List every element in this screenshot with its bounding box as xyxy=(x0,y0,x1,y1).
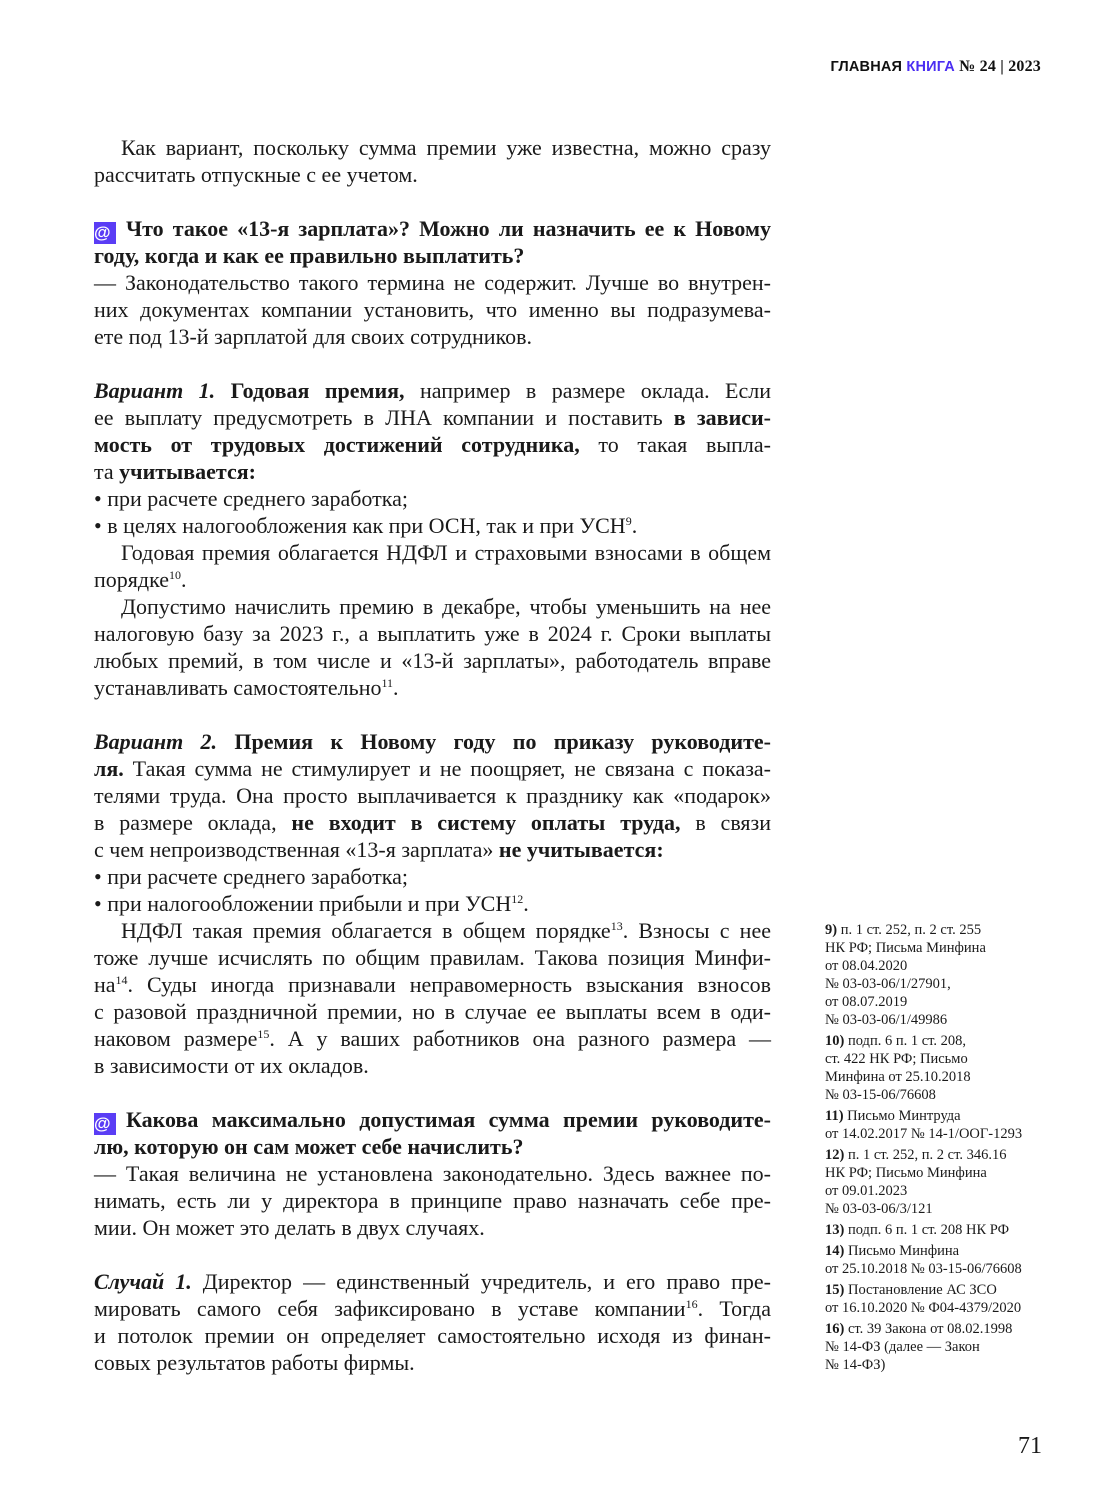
text-run: — Законодательство такого термина не содержит. Лучше во внутрен- xyxy=(94,270,771,295)
text-line xyxy=(94,728,771,755)
footnote-text: Постановление АС ЗСО xyxy=(847,1282,997,1298)
magazine-name: ГЛАВНАЯ xyxy=(830,59,903,75)
footnote-text: № 14-ФЗ (далее — Закон xyxy=(825,1339,980,1355)
text-run: совых результатов работы фирмы. xyxy=(94,1350,415,1375)
footnote-line xyxy=(825,1299,1055,1317)
text-run: рассчитать отпускные с ее учетом. xyxy=(94,162,418,187)
text-run: нимать, есть ли у директора в принципе право назначать себе пре- xyxy=(94,1188,771,1213)
text-line xyxy=(94,971,771,998)
text-run: — Такая величина не установлена законодательно. Здесь важнее по- xyxy=(94,1161,771,1186)
text-line xyxy=(94,917,771,944)
footnote-text: Минфина от 25.10.2018 xyxy=(825,1069,971,1085)
footnote-line xyxy=(825,1050,1055,1068)
footnote xyxy=(825,921,1055,1029)
footnote-text: п. 1 ст. 252, п. 2 ст. 255 xyxy=(840,922,982,938)
text-run: наковом размере xyxy=(94,1026,258,1051)
text-line xyxy=(94,242,771,269)
footnote-line xyxy=(825,1011,1055,1029)
footnote-text: подп. 6 п. 1 ст. 208, xyxy=(847,1033,967,1049)
text-line xyxy=(94,1133,771,1160)
text-run: не входит в систему оплаты труда, xyxy=(291,810,681,835)
text-line xyxy=(94,269,771,296)
text-line xyxy=(94,431,771,458)
text-line xyxy=(94,134,771,161)
footnote-ref: 9 xyxy=(625,514,632,528)
footnote-line xyxy=(825,1200,1055,1218)
text-run: . xyxy=(631,513,638,538)
text-line xyxy=(94,1160,771,1187)
text-line xyxy=(94,1052,771,1079)
text-run: • при расчете среднего заработка; xyxy=(94,864,408,889)
footnote-number: 11) xyxy=(825,1108,844,1124)
article-body xyxy=(94,134,771,1403)
text-run: . Тогда xyxy=(697,1296,772,1321)
footnote-line xyxy=(825,1221,1055,1239)
text-run: Годовая премия облагается НДФЛ и страховыми взносами в общем xyxy=(121,540,771,565)
text-run: не учитывается: xyxy=(498,837,664,862)
qa-block xyxy=(94,1106,771,1241)
footnote-number: 15) xyxy=(825,1282,845,1298)
footnote-line xyxy=(825,1320,1055,1338)
footnote-number: 13) xyxy=(825,1222,845,1238)
text-run: то такая выпла- xyxy=(579,432,771,457)
text-line xyxy=(94,890,771,917)
footnote-text: ст. 39 Закона от 08.02.1998 xyxy=(847,1321,1013,1337)
text-run: в зависимости от их окладов. xyxy=(94,1053,369,1078)
text-line xyxy=(94,809,771,836)
text-run: учитывается: xyxy=(119,459,256,484)
footnote-text: от 09.01.2023 xyxy=(825,1183,908,1199)
text-line xyxy=(94,836,771,863)
text-run: например в размере оклада. Если xyxy=(404,378,771,403)
text-run: ля. xyxy=(94,756,124,781)
footnote xyxy=(825,1107,1055,1143)
qa-block xyxy=(94,215,771,350)
footnote-line xyxy=(825,1182,1055,1200)
footnote xyxy=(825,1032,1055,1104)
text-line xyxy=(94,1295,771,1322)
footnote-ref: 16 xyxy=(685,1297,698,1311)
text-run: Что такое «13-я зарплата»? Можно ли назначить ее к Новому xyxy=(126,216,771,241)
footnote-line xyxy=(825,1146,1055,1164)
text-line xyxy=(94,566,771,593)
text-run: . Взносы с нее xyxy=(622,918,771,943)
text-line xyxy=(94,539,771,566)
footnote-line xyxy=(825,1242,1055,1260)
running-header xyxy=(830,58,1041,76)
footnote-line xyxy=(825,1338,1055,1356)
text-line xyxy=(94,1187,771,1214)
text-run: тоже лучше исчислять по общим правилам. Такова позиция Минфи- xyxy=(94,945,771,970)
footnote-text: ст. 422 НК РФ; Письмо xyxy=(825,1051,968,1067)
footnote-text: Письмо Минфина xyxy=(847,1243,960,1259)
text-run: в размере оклада, xyxy=(94,810,292,835)
footnote-text: № 03-15-06/76608 xyxy=(825,1087,936,1103)
text-line xyxy=(94,1349,771,1376)
text-run: та xyxy=(94,459,120,484)
text-run: • в целях налогообложения как при ОСН, так и при УСН xyxy=(94,513,626,538)
footnote-ref: 10 xyxy=(169,568,181,582)
footnote-text: НК РФ; Письма Минфина xyxy=(825,940,986,956)
text-line xyxy=(94,1268,771,1295)
text-run: • при налогообложении прибыли и при УСН xyxy=(94,891,512,916)
text-line xyxy=(94,1214,771,1241)
text-run: году, когда и как ее правильно выплатить? xyxy=(94,243,525,268)
text-run: с чем непроизводственная «13-я зарплата» xyxy=(94,837,499,862)
text-line xyxy=(94,863,771,890)
footnote-text: от 08.04.2020 xyxy=(825,958,908,974)
text-line xyxy=(94,404,771,431)
text-run: . Суды иногда признавали неправомерность взыскания взносов xyxy=(127,972,771,997)
text-line xyxy=(94,593,771,620)
text-run: . xyxy=(523,891,529,916)
text-line xyxy=(94,782,771,809)
text-line xyxy=(94,458,771,485)
text-line xyxy=(94,755,771,782)
text-run: порядке xyxy=(94,567,169,592)
text-line xyxy=(94,512,771,539)
page-number: 71 xyxy=(1018,1433,1042,1459)
footnote-ref: 12 xyxy=(511,892,524,906)
text-run: Вариант 2. xyxy=(94,729,218,754)
text-run: Такая сумма не стимулирует и не поощряет, не связана с показа- xyxy=(123,756,771,781)
footnote-text: Письмо Минтруда xyxy=(847,1108,961,1124)
footnote xyxy=(825,1242,1055,1278)
text-run: Как вариант, поскольку сумма премии уже известна, можно сразу xyxy=(121,135,771,160)
text-line xyxy=(94,944,771,971)
paragraph-block xyxy=(94,377,771,701)
footnote-text: № 14-ФЗ) xyxy=(825,1357,886,1373)
footnote-text: № 03-03-06/1/27901, xyxy=(825,976,951,992)
text-run: Вариант 1. xyxy=(94,378,216,403)
text-run: . xyxy=(393,675,399,700)
footnote-line xyxy=(825,1260,1055,1278)
footnote-line xyxy=(825,993,1055,1011)
text-run: Директор — единственный учредитель, и его право пре- xyxy=(191,1269,771,1294)
text-run: ете под 13-й зарплатой для своих сотрудников. xyxy=(94,324,533,349)
footnote-line xyxy=(825,1107,1055,1125)
text-run: телями труда. Она просто выплачивается к празднику как «подарок» xyxy=(94,783,771,808)
text-run: . xyxy=(181,567,187,592)
text-line xyxy=(94,1322,771,1349)
footnote-line xyxy=(825,975,1055,993)
footnote-text: НК РФ; Письмо Минфина xyxy=(825,1165,987,1181)
text-line xyxy=(94,1025,771,1052)
footnote-ref: 14 xyxy=(115,973,128,987)
text-run: в зависи- xyxy=(673,405,772,430)
text-run: • при расчете среднего заработка; xyxy=(94,486,408,511)
text-line xyxy=(94,323,771,350)
text-run: с разовой праздничной премии, но в случае ее выплаты всем в оди- xyxy=(94,999,771,1024)
text-line xyxy=(94,674,771,701)
footnote-number: 10) xyxy=(825,1033,845,1049)
text-line xyxy=(94,485,771,512)
paragraph-block xyxy=(94,728,771,1079)
text-run: и потолок премии он определяет самостоятельно исходя из финан- xyxy=(94,1323,771,1348)
footnote-line xyxy=(825,957,1055,975)
text-run: мость от трудовых достижений сотрудника, xyxy=(94,432,580,457)
footnote-line xyxy=(825,1356,1055,1374)
text-run: лю, которую он сам может себе начислить? xyxy=(94,1134,524,1159)
text-line xyxy=(94,620,771,647)
footnote-ref: 11 xyxy=(381,676,394,690)
footnote-text: № 03-03-06/3/121 xyxy=(825,1201,933,1217)
footnote xyxy=(825,1221,1055,1239)
text-line xyxy=(94,647,771,674)
footnotes-sidebar xyxy=(825,921,1055,1377)
footnote-text: от 08.07.2019 xyxy=(825,994,908,1010)
footnote-number: 12) xyxy=(825,1147,845,1163)
text-line xyxy=(94,377,771,404)
text-line xyxy=(94,998,771,1025)
text-run: любых премий, в том числе и «13-й зарплаты», работодатель вправе xyxy=(94,648,771,673)
text-line xyxy=(94,1106,771,1133)
footnote-text: от 14.02.2017 № 14-1/ООГ-1293 xyxy=(825,1126,1023,1142)
text-run: устанавливать самостоятельно xyxy=(94,675,382,700)
text-line xyxy=(94,215,771,242)
text-run: НДФЛ такая премия облагается в общем порядке xyxy=(121,918,611,943)
question-at-icon: @ xyxy=(94,1113,116,1135)
text-run: ее выплату предусмотреть в ЛНА компании и поставить xyxy=(94,405,674,430)
text-run: налоговую базу за 2023 г., а выплатить уже в 2024 г. Сроки выплаты xyxy=(94,621,771,646)
text-run: них документах компании установить, что именно вы подразумева- xyxy=(94,297,771,322)
text-run: . А у ваших работников она разного размера — xyxy=(269,1026,771,1051)
footnote-line xyxy=(825,1125,1055,1143)
footnote xyxy=(825,1320,1055,1374)
footnote-line xyxy=(825,1164,1055,1182)
footnote-text: п. 1 ст. 252, п. 2 ст. 346.16 xyxy=(847,1147,1007,1163)
footnote-line xyxy=(825,921,1055,939)
footnote-line xyxy=(825,939,1055,957)
text-run: Годовая премия, xyxy=(215,378,405,403)
text-run: в связи xyxy=(680,810,771,835)
footnote-text: № 03-03-06/1/49986 xyxy=(825,1012,948,1028)
footnote-number: 16) xyxy=(825,1321,845,1337)
text-run: Случай 1. xyxy=(94,1269,192,1294)
text-line xyxy=(94,161,771,188)
footnote-number: 14) xyxy=(825,1243,845,1259)
footnote-number: 9) xyxy=(825,922,838,938)
paragraph-block xyxy=(94,1268,771,1376)
text-run: мировать самого себя зафиксировано в уставе компании xyxy=(94,1296,686,1321)
footnote-line xyxy=(825,1086,1055,1104)
footnote-line xyxy=(825,1281,1055,1299)
text-run: на xyxy=(94,972,116,997)
footnote xyxy=(825,1146,1055,1218)
text-run: Премия к Новому году по приказу руководите- xyxy=(217,729,771,754)
footnote-line xyxy=(825,1068,1055,1086)
text-run: Какова максимально допустимая сумма премии руководите- xyxy=(126,1107,771,1132)
footnote-text: от 25.10.2018 № 03-15-06/76608 xyxy=(825,1261,1022,1277)
footnote-text: от 16.10.2020 № Ф04-4379/2020 xyxy=(825,1300,1022,1316)
paragraph-block xyxy=(94,134,771,188)
text-line xyxy=(94,296,771,323)
footnote-ref: 15 xyxy=(257,1027,270,1041)
footnote-ref: 13 xyxy=(610,919,623,933)
footnote-text: подп. 6 п. 1 ст. 208 НК РФ xyxy=(847,1222,1010,1238)
text-run: Допустимо начислить премию в декабре, чтобы уменьшить на нее xyxy=(121,594,771,619)
footnote xyxy=(825,1281,1055,1317)
magazine-name-accent: КНИГА xyxy=(906,59,955,75)
issue-number: № 24 | 2023 xyxy=(959,58,1041,75)
text-run: мии. Он может это делать в двух случаях. xyxy=(94,1215,485,1240)
footnote-line xyxy=(825,1032,1055,1050)
question-at-icon: @ xyxy=(94,222,116,244)
